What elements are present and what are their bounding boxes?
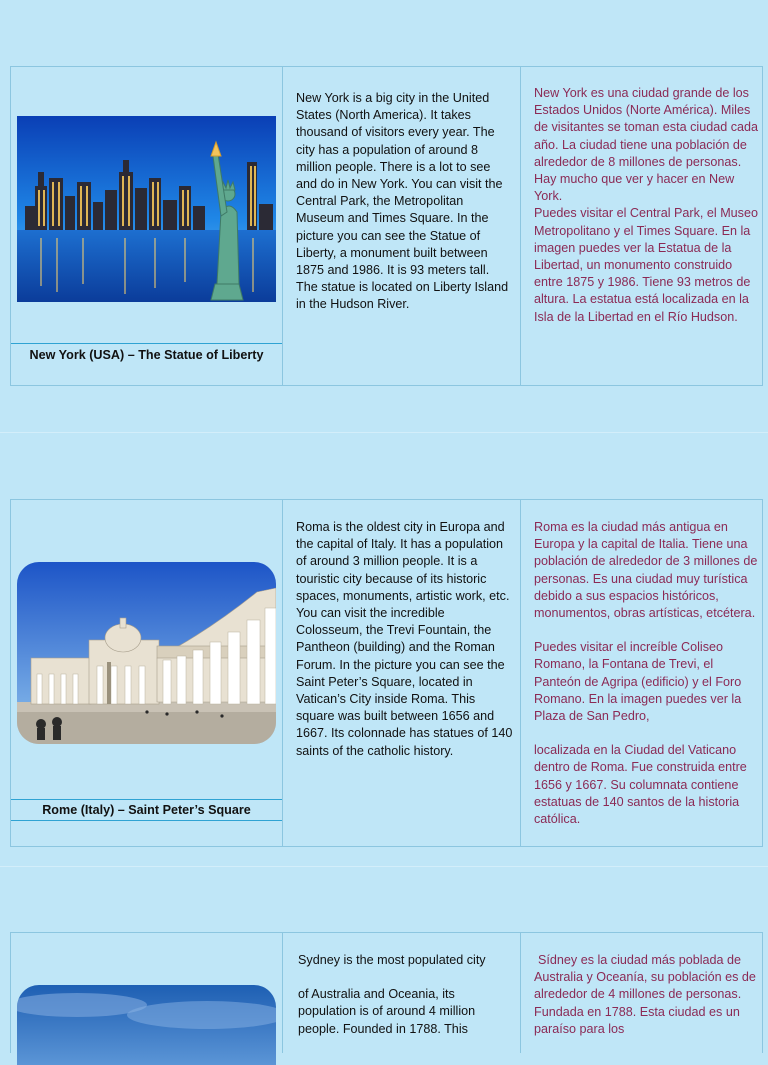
spanish-text [534,85,760,326]
new-york-photo [17,116,276,302]
english-column [283,933,521,1053]
sydney-photo [17,985,276,1065]
image-column [11,500,283,846]
spanish-paragraph: Europa y la capital de Italia. Tiene una población de alrededor de 3 millones de personas. Es una ciudad muy turística debido a sus espacios históricos, monumentos, obras artísticas, etcétera. [534,537,758,621]
spanish-column [521,500,762,846]
spanish-paragraph: localizada en la Ciudad del Vaticano dentro de Roma. Fue construida entre 1656 y 1667. Su columnata contiene estatuas de 140 santos de la historia católica. [534,743,747,827]
spanish-paragraph: Roma es la ciudad más antigua en [534,520,728,534]
image-caption: Rome (Italy) – Saint Peter’s Square [11,799,282,821]
blank-line [525,725,759,742]
english-column [283,500,521,846]
spanish-paragraph: Puedes visitar el increíble Coliseo Romano, la Fontana de Trevi, el Panteón de Agripa (edificio) y el Foro Romano. En la imagen puedes ver la Plaza de San Pedro, [534,640,742,724]
image-column [11,67,283,385]
spanish-paragraph: New York es una ciudad grande de los Estados Unidos (Norte América). Miles de visitantes se toman esta ciudad cada año. La ciudad tiene una población de alrededor de 8 millones de personas. Hay mucho que ver y hacer en New York. [534,86,759,204]
english-paragraph: Roma is the oldest city in Europa and the capital of Italy. It has a population of around 3 million people. It is a touristic city because of its historic spaces, monuments, artistic work, etc. You can visit the incredible Colosseum, the Trevi Fountain, the Pantheon (building) and the Roman Forum. In the picture you can see the Saint Peter’s Square, located in Vatican’s City inside Roma. This square was built between 1656 and 1667. Its colonnade has statues of 140 saints of the catholic history. [296,520,513,758]
image-column [11,933,283,1053]
english-text [298,952,516,1038]
blank-line [298,969,516,986]
card-rome [10,499,763,847]
page-separator [0,866,768,867]
blank-line [525,622,759,639]
image-caption: New York (USA) – The Statue of Liberty [11,343,282,384]
english-paragraph: Sydney is the most populated city [298,953,486,967]
page-separator [0,432,768,433]
card-sydney [10,932,763,1053]
rome-photo [17,562,276,744]
spanish-column [521,933,762,1053]
english-paragraph: of Australia and Oceania, its population is of around 4 million people. Founded in 1788. This [298,987,476,1036]
card-new-york [10,66,763,386]
spanish-text [525,519,759,828]
spanish-column [521,67,762,385]
spanish-paragraph: Sídney es la ciudad más poblada de Australia y Oceanía, su población es de alrededor de 4 millones de personas. Fundada en 1788. Esta ciudad es un paraíso para los [534,953,756,1036]
spanish-paragraph: Puedes visitar el Central Park, el Museo Metropolitano y el Times Square. En la imagen puedes ver la Estatua de la Libertad, un monumento construido entre 1875 y 1986. Tiene 93 metros de altura. La estatua está localizada en la Isla de la Libertad en el Río Hudson. [534,206,758,324]
english-paragraph: New York is a big city in the United States (North America). It takes thousand of visitors every year. The city has a population of around 8 million people. There is a lot to see and do in New York. You can visit the Central Park, the Metropolitan Museum and Times Square. In the picture you can see the Statue of Liberty, a monument built between 1875 and 1986. It is 93 meters tall. The statue is located on Liberty Island in the Hudson River. [296,91,509,312]
english-column [283,67,521,385]
